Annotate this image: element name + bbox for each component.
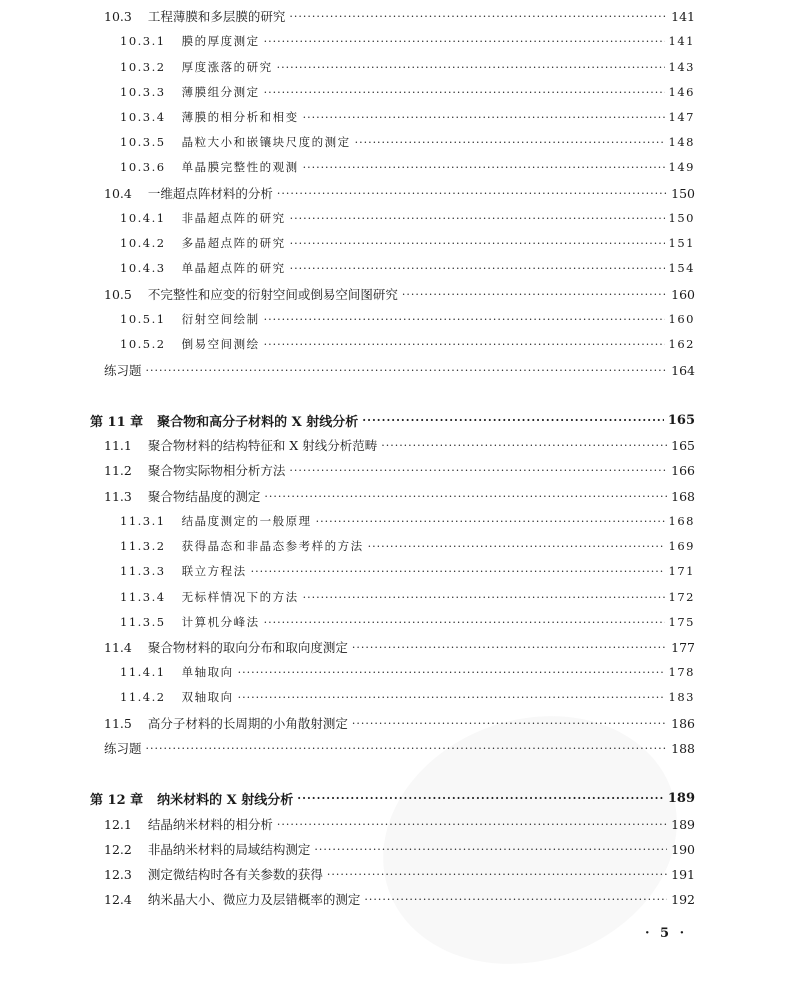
- toc-chapter-entry[interactable]: [0, 787, 787, 809]
- toc-entry[interactable]: [0, 359, 787, 381]
- toc-entry[interactable]: [0, 737, 787, 759]
- toc-entry[interactable]: [0, 232, 787, 254]
- toc-entry-page: 162: [668, 337, 695, 351]
- dot-leader: [289, 10, 667, 23]
- toc-entry-title: 一维超点阵材料的分析: [147, 186, 273, 201]
- toc-entry-page: 149: [668, 160, 695, 174]
- toc-entry[interactable]: [0, 712, 787, 734]
- toc-entry-page: 168: [671, 488, 695, 504]
- toc-entry-title: 无标样情况下的方法: [181, 590, 299, 604]
- toc-entry-number: 11.3.1: [120, 514, 166, 528]
- toc-entry-title: 纳米晶大小、微应力及层错概率的测定: [147, 892, 361, 907]
- dot-leader: [277, 61, 665, 74]
- toc-entry-number: 10.3.1: [120, 34, 166, 48]
- toc-entry[interactable]: [0, 611, 787, 633]
- toc-entry[interactable]: [0, 56, 787, 78]
- dot-leader: [402, 288, 667, 301]
- toc-entry-title: 非晶超点阵的研究: [181, 211, 286, 225]
- toc-entry-number: 11.3.2: [120, 539, 166, 553]
- toc-entry-page: 169: [668, 539, 695, 553]
- dot-leader: [303, 161, 665, 174]
- toc-entry-title: 聚合物材料的结构特征和 X 射线分析范畴: [147, 438, 378, 453]
- toc-entry-title: 薄膜的相分析和相变: [181, 110, 299, 124]
- toc-entry-page: 188: [671, 740, 695, 756]
- toc-entry-page: 150: [671, 185, 695, 201]
- dot-leader: [327, 868, 667, 881]
- toc-entry-title: 测定微结构时各有关参数的获得: [147, 867, 323, 882]
- toc-entry[interactable]: [0, 586, 787, 608]
- dot-leader: [314, 843, 667, 856]
- toc-entry-page: 186: [671, 715, 695, 731]
- toc-entry-title: 聚合物结晶度的测定: [147, 489, 261, 504]
- dot-leader: [264, 35, 665, 48]
- toc-entry-number: 10.5.1: [120, 312, 166, 326]
- dot-leader: [290, 262, 665, 275]
- toc-entry-page: 160: [668, 312, 695, 326]
- toc-entry-title: 不完整性和应变的衍射空间或倒易空间图研究: [147, 287, 398, 302]
- toc-entry-title: 倒易空间测绘: [181, 337, 260, 351]
- toc-entry-number: 11.3.4: [120, 590, 166, 604]
- toc-entry-number: 10.3.2: [120, 60, 166, 74]
- toc-entry[interactable]: [0, 459, 787, 481]
- toc-entry-title: 单晶超点阵的研究: [181, 261, 286, 275]
- toc-entry-title: 计算机分峰法: [181, 615, 260, 629]
- toc-entry-page: 166: [671, 462, 695, 478]
- toc-entry[interactable]: [0, 838, 787, 860]
- toc-entry-page: 141: [668, 34, 695, 48]
- dot-leader: [290, 212, 665, 225]
- toc-entry-number: 10.5: [104, 286, 132, 302]
- toc-entry-number: 10.4: [104, 185, 132, 201]
- toc-entry-title: 单轴取向: [181, 665, 234, 679]
- toc-entry-number: 第 12 章: [90, 792, 144, 808]
- toc-entry-page: 146: [668, 85, 695, 99]
- toc-entry-title: 聚合物和高分子材料的 X 射线分析: [157, 414, 359, 430]
- dot-leader: [362, 414, 664, 427]
- toc-entry[interactable]: [0, 81, 787, 103]
- dot-leader: [264, 86, 665, 99]
- toc-entry[interactable]: [0, 283, 787, 305]
- dot-leader: [264, 490, 667, 503]
- toc-entry-title: 练习题: [104, 741, 142, 756]
- toc-entry-number: 11.3.3: [120, 564, 166, 578]
- toc-entry-page: 150: [668, 211, 695, 225]
- dot-leader: [352, 717, 667, 730]
- dot-leader: [238, 691, 665, 704]
- dot-leader: [277, 818, 667, 831]
- toc-entry-title: 工程薄膜和多层膜的研究: [147, 9, 286, 24]
- dot-leader: [368, 540, 665, 553]
- toc-entry-number: 10.3.3: [120, 85, 166, 99]
- toc-entry[interactable]: [0, 131, 787, 153]
- toc-entry-title: 练习题: [104, 363, 142, 378]
- toc-entry-number: 10.3.4: [120, 110, 166, 124]
- toc-entry-number: 11.5: [104, 715, 132, 731]
- toc-entry[interactable]: [0, 5, 787, 27]
- toc-entry-number: 11.4.1: [120, 665, 166, 679]
- toc-chapter-entry[interactable]: [0, 409, 787, 431]
- toc-entry-number: 10.4.2: [120, 236, 166, 250]
- toc-entry[interactable]: [0, 863, 787, 885]
- toc-entry-title: 双轴取向: [181, 690, 234, 704]
- toc-entry[interactable]: [0, 813, 787, 835]
- toc-entry-page: 172: [668, 590, 695, 604]
- dot-leader: [355, 136, 665, 149]
- toc-entry-page: 160: [671, 286, 695, 302]
- dot-leader: [352, 641, 667, 654]
- toc-entry-page: 154: [668, 261, 695, 275]
- page-number: · 5 ·: [645, 926, 688, 941]
- toc-entry-number: 11.4.2: [120, 690, 166, 704]
- toc-entry-page: 189: [667, 790, 695, 806]
- toc-entry-number: 11.1: [104, 437, 132, 453]
- toc-entry-title: 多晶超点阵的研究: [181, 236, 286, 250]
- toc-entry-page: 168: [668, 514, 695, 528]
- toc-entry-title: 厚度涨落的研究: [181, 60, 273, 74]
- toc-entry-page: 192: [671, 891, 695, 907]
- toc-entry-title: 衍射空间绘制: [181, 312, 260, 326]
- toc-entry-page: 190: [671, 841, 695, 857]
- toc-entry-number: 10.3.6: [120, 160, 166, 174]
- dot-leader: [297, 792, 664, 805]
- dot-leader: [264, 313, 665, 326]
- toc-entry[interactable]: [0, 156, 787, 178]
- toc-entry-number: 11.3: [104, 488, 132, 504]
- toc-entry-number: 10.4.3: [120, 261, 166, 275]
- dot-leader: [381, 439, 667, 452]
- toc-entry[interactable]: [0, 485, 787, 507]
- toc-entry-page: 189: [671, 816, 695, 832]
- toc-entry-page: 175: [668, 615, 695, 629]
- toc-entry-number: 12.2: [104, 841, 132, 857]
- toc-entry-title: 聚合物实际物相分析方法: [147, 463, 286, 478]
- toc-entry-number: 10.3.5: [120, 135, 166, 149]
- dot-leader: [146, 364, 668, 377]
- toc-entry-title: 单晶膜完整性的观测: [181, 160, 299, 174]
- toc-entry-number: 12.3: [104, 866, 132, 882]
- toc-entry[interactable]: [0, 686, 787, 708]
- toc-entry[interactable]: [0, 308, 787, 330]
- toc-entry[interactable]: [0, 661, 787, 683]
- toc-entry[interactable]: [0, 257, 787, 279]
- dot-leader: [264, 338, 665, 351]
- dot-leader: [289, 464, 667, 477]
- toc-entry-title: 联立方程法: [181, 564, 247, 578]
- toc-entry-number: 第 11 章: [90, 414, 144, 430]
- dot-leader: [251, 565, 665, 578]
- dot-leader: [303, 111, 665, 124]
- toc-entry-title: 晶粒大小和嵌镶块尺度的测定: [181, 135, 351, 149]
- toc-entry-number: 12.4: [104, 891, 132, 907]
- toc-entry-number: 11.2: [104, 462, 132, 478]
- toc-entry[interactable]: [0, 333, 787, 355]
- dot-leader: [316, 515, 665, 528]
- dot-leader: [264, 616, 665, 629]
- toc-entry-title: 高分子材料的长周期的小角散射测定: [147, 716, 348, 731]
- toc-entry[interactable]: [0, 510, 787, 532]
- toc-entry[interactable]: [0, 30, 787, 52]
- toc-entry-page: 165: [667, 412, 695, 428]
- toc-entry[interactable]: [0, 106, 787, 128]
- toc-entry-number: 11.4: [104, 639, 132, 655]
- toc-entry-title: 获得晶态和非晶态参考样的方法: [181, 539, 364, 553]
- toc-entry-number: 10.4.1: [120, 211, 166, 225]
- toc-entry-page: 151: [668, 236, 695, 250]
- toc-entry-title: 膜的厚度测定: [181, 34, 260, 48]
- toc-entry[interactable]: [0, 207, 787, 229]
- toc-entry[interactable]: [0, 888, 787, 910]
- dot-leader: [238, 666, 665, 679]
- dot-leader: [277, 187, 667, 200]
- toc-entry-title: 聚合物材料的取向分布和取向度测定: [147, 640, 348, 655]
- toc-entry-title: 薄膜组分测定: [181, 85, 260, 99]
- dot-leader: [303, 591, 665, 604]
- toc-entry-page: 171: [668, 564, 695, 578]
- toc-entry[interactable]: [0, 636, 787, 658]
- toc-entry-page: 178: [668, 665, 695, 679]
- toc-entry[interactable]: [0, 560, 787, 582]
- toc-entry-page: 177: [671, 639, 695, 655]
- toc-entry[interactable]: [0, 535, 787, 557]
- toc-entry-title: 结晶度测定的一般原理: [181, 514, 312, 528]
- toc-entry-page: 191: [671, 866, 695, 882]
- toc-entry-number: 11.3.5: [120, 615, 166, 629]
- toc-entry-page: 147: [668, 110, 695, 124]
- dot-leader: [290, 237, 665, 250]
- toc-entry-page: 183: [668, 690, 695, 704]
- toc-entry-number: 10.5.2: [120, 337, 166, 351]
- toc-entry-number: 10.3: [104, 8, 132, 24]
- dot-leader: [364, 893, 667, 906]
- toc-entry-number: 12.1: [104, 816, 132, 832]
- toc-entry-title: 纳米材料的 X 射线分析: [157, 792, 294, 808]
- toc-entry-page: 165: [671, 437, 695, 453]
- toc-entry-page: 164: [671, 362, 695, 378]
- toc-entry-page: 143: [668, 60, 695, 74]
- toc-entry-title: 非晶纳米材料的局域结构测定: [147, 842, 311, 857]
- toc-entry-page: 148: [668, 135, 695, 149]
- toc-entry-title: 结晶纳米材料的相分析: [147, 817, 273, 832]
- dot-leader: [146, 742, 668, 755]
- toc-entry[interactable]: [0, 434, 787, 456]
- toc-entry[interactable]: [0, 182, 787, 204]
- toc-entry-page: 141: [671, 8, 695, 24]
